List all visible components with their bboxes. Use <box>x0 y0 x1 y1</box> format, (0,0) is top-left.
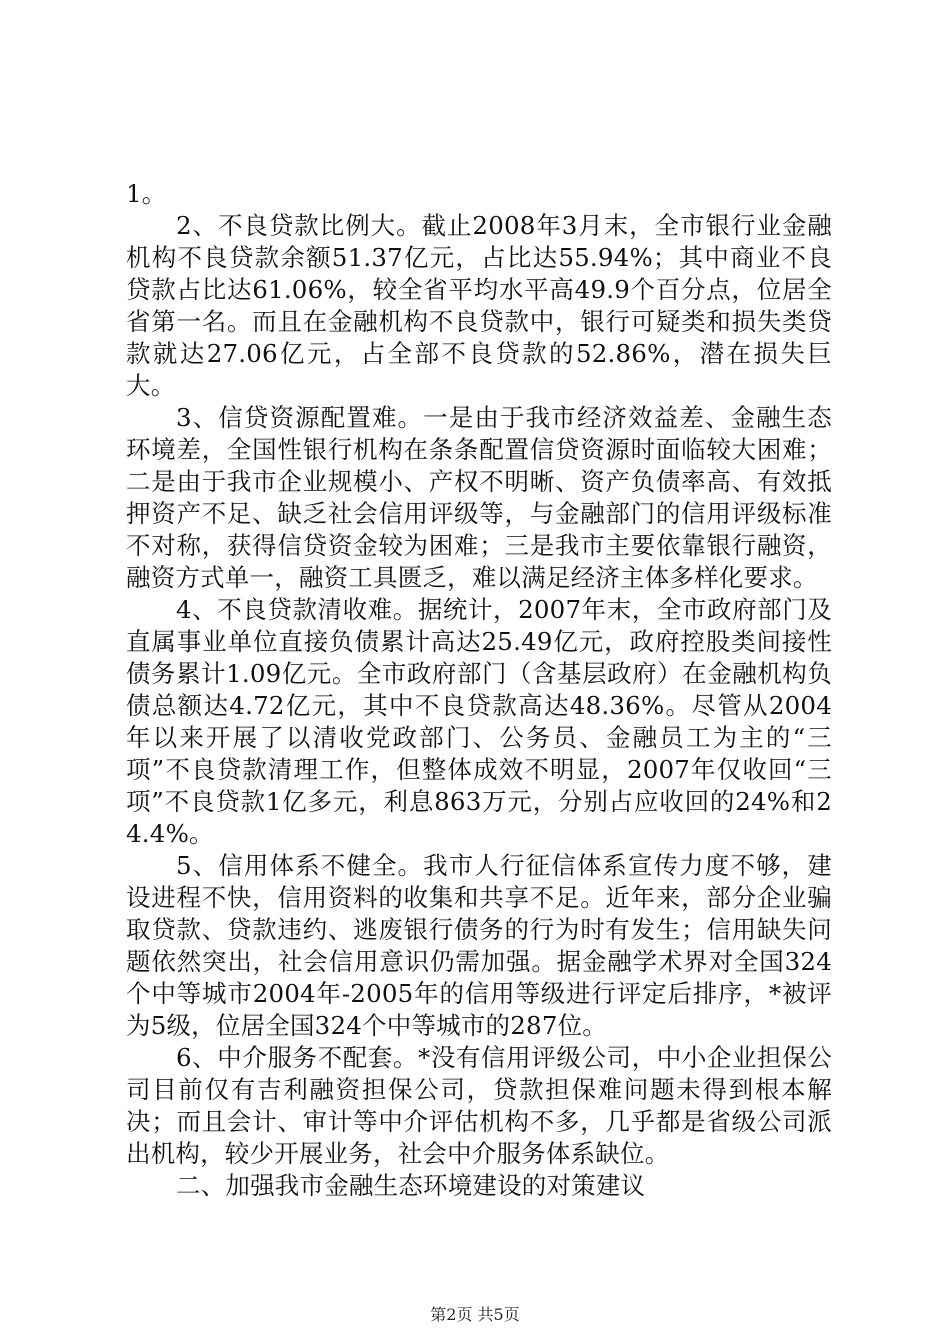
paragraph-credit-system: 5、信用体系不健全。我市人行征信体系宣传力度不够，建设进程不快，信用资料的收集和共享不足。近年来，部分企业骗取贷款、贷款违约、逃废银行债务的行为时有发生；信用缺失问题依然突出，社会信用意识仍需加强。据金融学术界对全国324个中等城市2004年-2005年的信用等级进行评定后排序，*被评为5级，位居全国324个中等城市的287位。 <box>126 851 832 1040</box>
document-body <box>126 178 832 1202</box>
page-number-footer: 第2页 共5页 <box>430 1305 520 1324</box>
paragraph-fragment: 1。 <box>126 179 167 208</box>
paragraph-intermediary-services: 6、中介服务不配套。*没有信用评级公司，中小企业担保公司目前仅有吉利融资担保公司，贷款担保难问题未得到根本解决；而且会计、审计等中介评估机构不多，几乎都是省级公司派出机构，较少开展业务，社会中介服务体系缺位。 <box>126 1043 832 1168</box>
section-heading-recommendations: 二、加强我市金融生态环境建设的对策建议 <box>176 1171 646 1200</box>
paragraph-bad-loan-ratio: 2、不良贷款比例大。截止2008年3月末，全市银行业金融机构不良贷款余额51.37亿元，占比达55.94%；其中商业不良贷款占比达61.06%，较全省平均水平高49.9个百分点，位居全省第一名。而且在金融机构不良贷款中，银行可疑类和损失类贷款就达27.06亿元，占全部不良贷款的52.86%，潜在损失巨大。 <box>126 211 832 400</box>
paragraph-loan-recovery: 4、不良贷款清收难。据统计，2007年末，全市政府部门及直属事业单位直接负债累计高达25.49亿元，政府控股类间接性债务累计1.09亿元。全市政府部门（含基层政府）在金融机构负债总额达4.72亿元，其中不良贷款高达48.36%。尽管从2004年以来开展了以清收党政部门、公务员、金融员工为主的“三项”不良贷款清理工作，但整体成效不明显，2007年仅收回“三项”不良贷款1亿多元，利息863万元，分别占应收回的24%和24.4%。 <box>126 595 832 848</box>
paragraph-credit-allocation: 3、信贷资源配置难。一是由于我市经济效益差、金融生态环境差，全国性银行机构在条条配置信贷资源时面临较大困难；二是由于我市企业规模小、产权不明晰、资产负债率高、有效抵押资产不足、缺乏社会信用评级等，与金融部门的信用评级标准不对称，获得信贷资金较为困难；三是我市主要依靠银行融资，融资方式单一，融资工具匮乏，难以满足经济主体多样化要求。 <box>126 403 832 592</box>
